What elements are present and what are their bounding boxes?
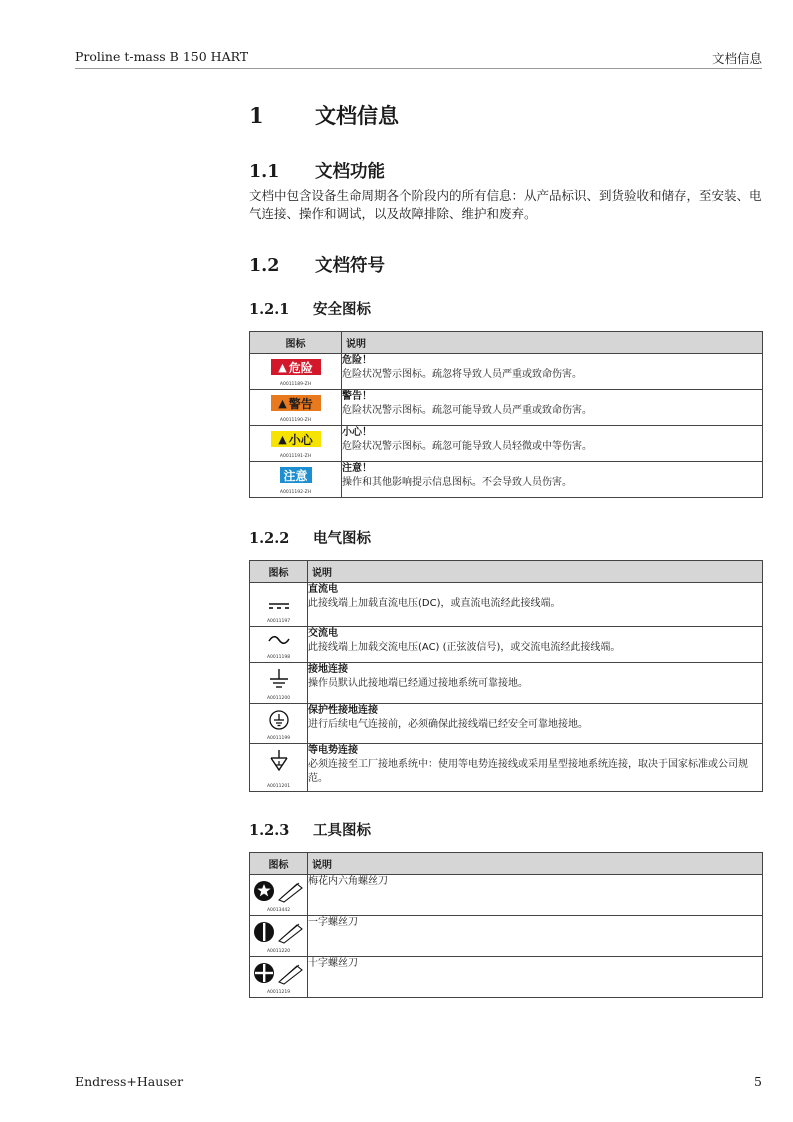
desc-cell bbox=[308, 663, 763, 704]
tool-symbols-table bbox=[249, 852, 763, 998]
desc-cell bbox=[308, 916, 763, 957]
safety-symbols-table bbox=[249, 331, 763, 498]
section-number: 1.2 bbox=[249, 256, 280, 276]
desc-text: 危险状况警示图标。疏忽将导致人员严重或致命伤害。 bbox=[342, 369, 582, 380]
figure-code: A0011197 bbox=[266, 619, 291, 624]
protective-ground-icon bbox=[268, 709, 290, 731]
desc-text: 一字螺丝刀 bbox=[308, 917, 358, 928]
desc-cell bbox=[342, 426, 763, 462]
figure-code: A0011200 bbox=[266, 696, 291, 701]
subsection-title: 电气图标 bbox=[313, 531, 371, 547]
icon-cell bbox=[250, 390, 342, 426]
desc-title: 注意！ bbox=[342, 463, 372, 474]
section-number: 1.1 bbox=[249, 162, 280, 182]
desc-cell bbox=[308, 704, 763, 744]
table-row bbox=[250, 663, 763, 704]
icon-cell bbox=[250, 354, 342, 390]
table-header-row bbox=[250, 332, 763, 354]
figure-code: A0011192-ZH bbox=[279, 490, 312, 495]
desc-text: 十字螺丝刀 bbox=[308, 958, 358, 969]
section-heading-1-1 bbox=[249, 158, 385, 183]
subsection-number: 1.2.2 bbox=[249, 530, 290, 547]
subsection-number: 1.2.3 bbox=[249, 822, 290, 839]
caution-sign-icon: ▲ 小心 bbox=[271, 431, 321, 447]
figure-code: A0011191-ZH bbox=[279, 454, 312, 459]
page-number: 5 bbox=[754, 1074, 762, 1089]
figure-code: A0011201 bbox=[266, 784, 291, 789]
table-row bbox=[250, 916, 763, 957]
subsection-heading-tools bbox=[249, 819, 371, 840]
chapter-title: 文档信息 bbox=[315, 104, 399, 128]
col-header-icon: 图标 bbox=[250, 561, 308, 583]
ground-icon bbox=[269, 668, 289, 692]
figure-code: A0011190-ZH bbox=[279, 418, 312, 423]
desc-cell bbox=[308, 583, 763, 627]
phillips-screwdriver-icon bbox=[253, 961, 305, 985]
section-title: 文档功能 bbox=[315, 162, 385, 182]
subsection-number: 1.2.1 bbox=[249, 301, 290, 318]
chapter-heading bbox=[249, 100, 399, 130]
desc-cell bbox=[342, 354, 763, 390]
subsection-title: 工具图标 bbox=[313, 823, 371, 839]
table-row bbox=[250, 627, 763, 663]
icon-cell bbox=[250, 704, 308, 744]
section-title: 文档符号 bbox=[315, 256, 385, 276]
header-product: Proline t-mass B 150 HART bbox=[75, 49, 249, 64]
electrical-symbols-table bbox=[249, 560, 763, 792]
desc-title: 接地连接 bbox=[308, 664, 348, 675]
figure-code: A0011219 bbox=[266, 990, 291, 995]
alternating-current-icon bbox=[267, 632, 291, 648]
desc-title: 保护性接地连接 bbox=[308, 705, 378, 716]
table-row bbox=[250, 583, 763, 627]
desc-cell bbox=[342, 462, 763, 498]
desc-cell bbox=[342, 390, 763, 426]
danger-sign-icon: ▲ 危险 bbox=[271, 359, 321, 375]
desc-cell bbox=[308, 627, 763, 663]
subsection-title: 安全图标 bbox=[313, 302, 371, 318]
table-row bbox=[250, 354, 763, 390]
icon-cell bbox=[250, 875, 308, 916]
desc-text: 进行后续电气连接前，必须确保此接线端已经安全可靠地接地。 bbox=[308, 719, 588, 730]
figure-code: A0011198 bbox=[266, 655, 291, 660]
table-row bbox=[250, 875, 763, 916]
desc-text: 操作和其他影响提示信息图标。不会导致人员伤害。 bbox=[342, 477, 572, 488]
figure-code: A0013442 bbox=[266, 908, 291, 913]
desc-title: 小心！ bbox=[342, 427, 372, 438]
table-header-row bbox=[250, 853, 763, 875]
col-header-desc: 说明 bbox=[308, 853, 763, 875]
icon-cell bbox=[250, 957, 308, 998]
col-header-desc: 说明 bbox=[308, 561, 763, 583]
icon-cell bbox=[250, 462, 342, 498]
icon-cell bbox=[250, 583, 308, 627]
col-header-desc: 说明 bbox=[342, 332, 763, 354]
table-header-row bbox=[250, 561, 763, 583]
notice-sign-icon: 注意 bbox=[280, 467, 312, 483]
subsection-heading-safety bbox=[249, 298, 371, 319]
table-row bbox=[250, 426, 763, 462]
chapter-number: 1 bbox=[249, 103, 264, 128]
desc-title: 等电势连接 bbox=[308, 745, 358, 756]
figure-code: A0011220 bbox=[266, 949, 291, 954]
desc-text: 必须连接至工厂接地系统中：使用等电势连接线或采用星型接地系统连接，取决于国家标准或公司规范。 bbox=[308, 759, 748, 784]
subsection-heading-electrical bbox=[249, 527, 371, 548]
figure-code: A0011199 bbox=[266, 736, 291, 741]
header-chapter: 文档信息 bbox=[711, 51, 762, 66]
table-row bbox=[250, 744, 763, 792]
footer-brand: Endress+Hauser bbox=[75, 1074, 184, 1089]
desc-text: 危险状况警示图标。疏忽可能导致人员严重或致命伤害。 bbox=[342, 405, 592, 416]
desc-text: 梅花内六角螺丝刀 bbox=[308, 876, 388, 887]
col-header-icon: 图标 bbox=[250, 332, 342, 354]
desc-title: 危险！ bbox=[342, 355, 372, 366]
desc-cell bbox=[308, 957, 763, 998]
table-row bbox=[250, 704, 763, 744]
warning-sign-icon: ▲ 警告 bbox=[271, 395, 321, 411]
table-row bbox=[250, 462, 763, 498]
desc-cell bbox=[308, 744, 763, 792]
figure-code: A0011189-ZH bbox=[279, 382, 312, 387]
table-row bbox=[250, 957, 763, 998]
flat-screwdriver-icon bbox=[253, 920, 305, 944]
icon-cell bbox=[250, 426, 342, 462]
icon-cell bbox=[250, 744, 308, 792]
icon-cell bbox=[250, 916, 308, 957]
col-header-icon: 图标 bbox=[250, 853, 308, 875]
desc-title: 直流电 bbox=[308, 584, 338, 595]
torx-screwdriver-icon bbox=[253, 879, 305, 903]
page-header bbox=[75, 48, 762, 69]
icon-cell bbox=[250, 627, 308, 663]
desc-title: 警告！ bbox=[342, 391, 372, 402]
table-row bbox=[250, 390, 763, 426]
desc-cell bbox=[308, 875, 763, 916]
desc-title: 交流电 bbox=[308, 628, 338, 639]
direct-current-icon bbox=[267, 588, 291, 612]
desc-text: 危险状况警示图标。疏忽可能导致人员轻微或中等伤害。 bbox=[342, 441, 592, 452]
section-paragraph: 文档中包含设备生命周期各个阶段内的所有信息：从产品标识、到货验收和储存，至安装、电气连接、操作和调试，以及故障排除、维护和废弃。 bbox=[249, 188, 762, 221]
icon-cell bbox=[250, 663, 308, 704]
section-heading-1-2 bbox=[249, 252, 385, 277]
equipotential-icon bbox=[269, 749, 289, 773]
desc-text: 此接线端上加载直流电压(DC)，或直流电流经此接线端。 bbox=[308, 598, 561, 609]
desc-text: 操作员默认此接地端已经通过接地系统可靠接地。 bbox=[308, 678, 528, 689]
desc-text: 此接线端上加载交流电压(AC) (正弦波信号)，或交流电流经此接线端。 bbox=[308, 642, 621, 653]
